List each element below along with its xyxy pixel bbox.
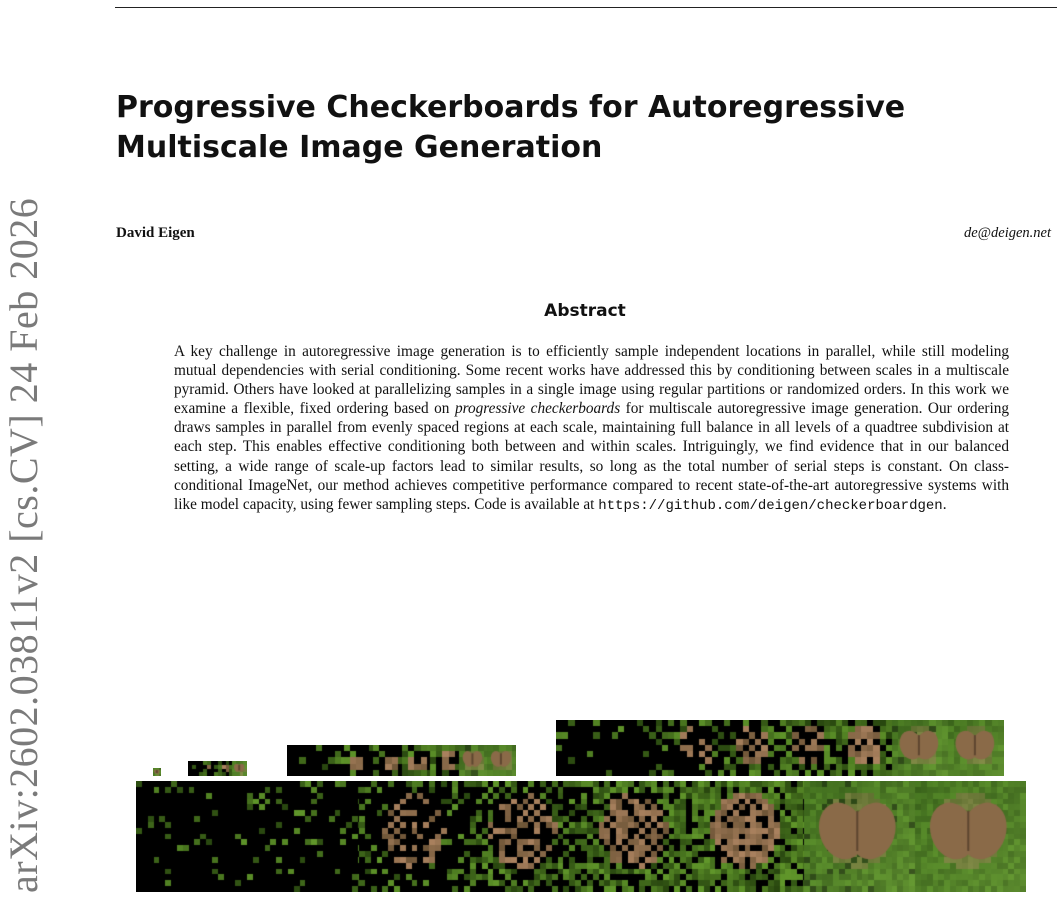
top-rule [115, 7, 1057, 8]
paper-title: Progressive Checkerboards for Autoregressive Multiscale Image Generation [116, 90, 906, 165]
author-name: David Eigen [116, 225, 195, 241]
scale-3-image-strip [287, 745, 516, 776]
abstract-heading: Abstract [544, 301, 626, 321]
scale-1-image-strip [153, 768, 161, 776]
abstract-emphasis: progressive checkerboards [454, 400, 621, 418]
abstract-body [174, 342, 1009, 516]
abstract-text-3: . [942, 495, 947, 513]
arxiv-stamp: arXiv:2602.03811v2 [cs.CV] 24 Feb 2026 [1, 197, 46, 893]
scale-5-image-strip [136, 781, 1026, 892]
scale-4-image-strip [556, 720, 1004, 776]
abstract-text-1: A key challenge in autoregressive image generation is to efficiently sample independent locations in parallel, while still modeling mutual dependencies with serial conditioning. Some recent works have addressed this by conditioning between scales in a multiscale pyramid. Others have looked at parallelizing samples in a single image using regular partitions or randomized orders. In this work we examine a flexible, fixed ordering based on [174, 343, 1009, 418]
scale-2-image-strip [188, 761, 247, 776]
author-email[interactable]: de@deigen.net [963, 225, 1051, 241]
code-url-link[interactable]: https://github.com/deigen/checkerboardgen [598, 497, 943, 514]
abstract-text-2: for multiscale autoregressive image generation. Our ordering draws samples in parallel from evenly spaced regions at each scale, maintaining full balance in all levels of a quadtree subdivision at each step. This enables effective conditioning both between and within scales. Intriguingly, we find evidence that in our balanced setting, a wide range of scale-up factors lead to similar results, so long as the total number of serial steps is constant. On class-conditional ImageNet, our method achieves competitive performance compared to recent state-of-the-art autoregressive systems with like model capacity, using fewer sampling steps. Code is available at [174, 400, 1010, 513]
